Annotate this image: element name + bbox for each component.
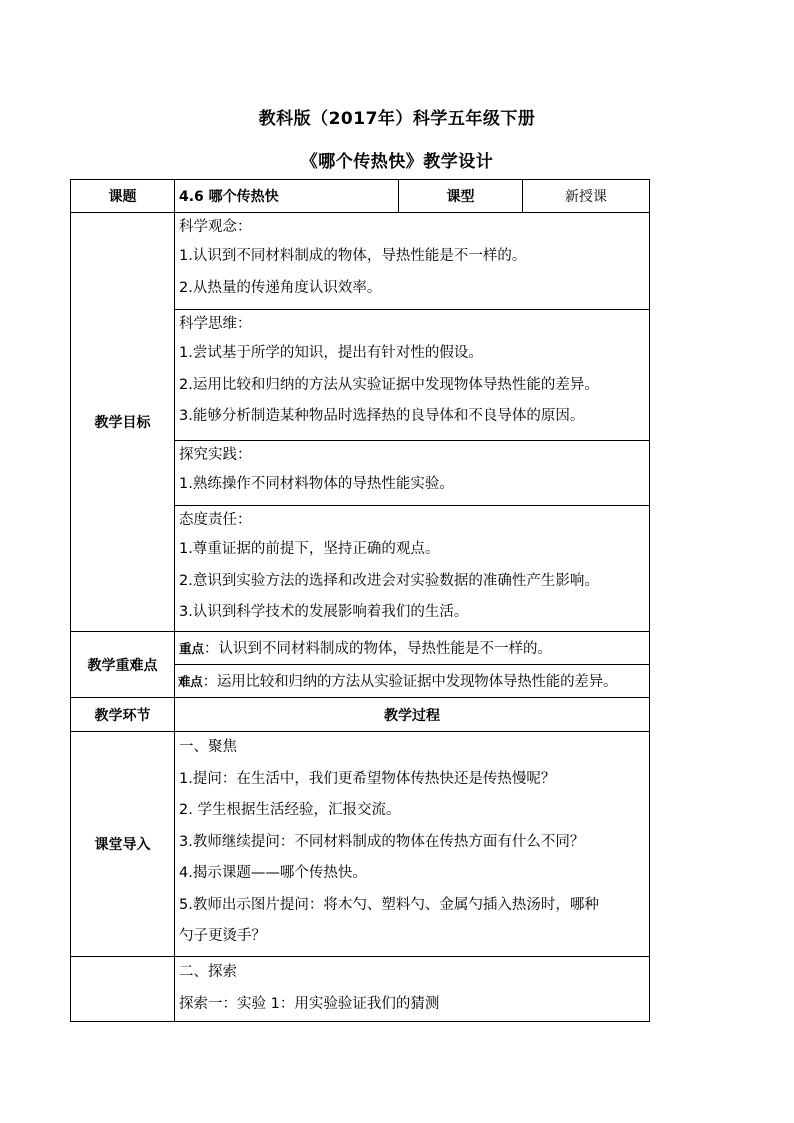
goal-group-heading: 科学思维： — [179, 316, 252, 332]
goals-label: 教学目标 — [71, 213, 175, 632]
type-value: 新授课 — [523, 180, 650, 213]
goal-item: 2.运用比较和归纳的方法从实验证据中发现物体导热性能的差异。 — [179, 376, 599, 393]
intro-content — [175, 732, 650, 957]
key-point-text: ：认识到不同材料制成的物体，导热性能是不一样的。 — [204, 640, 553, 657]
key-point — [175, 632, 650, 665]
intro-line: 3.教师继续提问：不同材料制成的物体在传热方面有什么不同？ — [179, 833, 585, 850]
key-point-row — [71, 632, 650, 665]
goal-group — [175, 441, 650, 506]
goal-item: 3.能够分析制造某种物品时选择热的良导体和不良导体的原因。 — [179, 408, 585, 424]
key-points-label: 教学重难点 — [71, 632, 175, 698]
intro-line: 4.揭示课题——哪个传热快。 — [179, 865, 367, 881]
intro-row — [71, 732, 650, 957]
goal-group-heading: 探究实践： — [179, 447, 252, 463]
goal-item: 1.尝试基于所学的知识，提出有针对性的假设。 — [179, 345, 483, 361]
topic-row — [71, 180, 650, 213]
intro-line: 1.提问：在生活中，我们更希望物体传热快还是传热慢呢？ — [179, 770, 556, 787]
goal-item: 2.意识到实验方法的选择和改进会对实验数据的准确性产生影响。 — [179, 572, 599, 589]
document-title: 教科版（2017年）科学五年级下册 — [258, 109, 536, 129]
goal-item: 2.从热量的传递角度认识效率。 — [179, 279, 382, 296]
goal-item: 1.熟练操作不同材料物体的导热性能实验。 — [179, 476, 454, 492]
difficult-point — [175, 665, 650, 698]
lesson-plan-table — [70, 179, 650, 1022]
topic-label: 课题 — [71, 180, 175, 213]
explore-line: 二、探索 — [179, 964, 237, 980]
intro-line: 5.教师出示图片提问：将木勺、塑料勺、金属勺插入热汤时，哪种 — [179, 896, 599, 913]
intro-line: 一、聚焦 — [179, 739, 237, 755]
goal-group-heading: 科学观念： — [179, 219, 252, 235]
goal-item: 1.认识到不同材料制成的物体，导热性能是不一样的。 — [179, 248, 527, 264]
explore-content — [175, 957, 650, 1022]
key-point-label: 重点 — [179, 640, 205, 656]
type-label: 课型 — [399, 180, 523, 213]
goal-group — [175, 310, 650, 441]
goal-group-heading: 态度责任： — [179, 512, 252, 528]
goal-group — [175, 213, 650, 310]
topic-value: 4.6 哪个传热快 — [175, 180, 399, 213]
intro-line: 勺子更烫手？ — [179, 928, 266, 944]
intro-label: 课堂导入 — [71, 732, 175, 957]
goal-item: 1.尊重证据的前提下，坚持正确的观点。 — [179, 541, 440, 557]
difficult-point-text: ：运用比较和归纳的方法从实验证据中发现物体导热性能的差异。 — [202, 673, 618, 690]
process-header-row — [71, 698, 650, 732]
goal-item: 3.认识到科学技术的发展影响着我们的生活。 — [179, 604, 469, 620]
lesson-title: 《哪个传热快》教学设计 — [300, 152, 494, 172]
difficult-point-label: 难点 — [178, 673, 203, 689]
goal-group-row — [71, 213, 650, 310]
explore-label — [71, 957, 175, 1022]
stage-header: 教学环节 — [71, 698, 175, 732]
process-header: 教学过程 — [175, 698, 650, 732]
intro-line: 2. 学生根据生活经验，汇报交流。 — [179, 802, 401, 818]
explore-row — [71, 957, 650, 1022]
explore-line: 探索一：实验 1：用实验验证我们的猜测 — [179, 995, 440, 1012]
goal-group — [175, 506, 650, 632]
